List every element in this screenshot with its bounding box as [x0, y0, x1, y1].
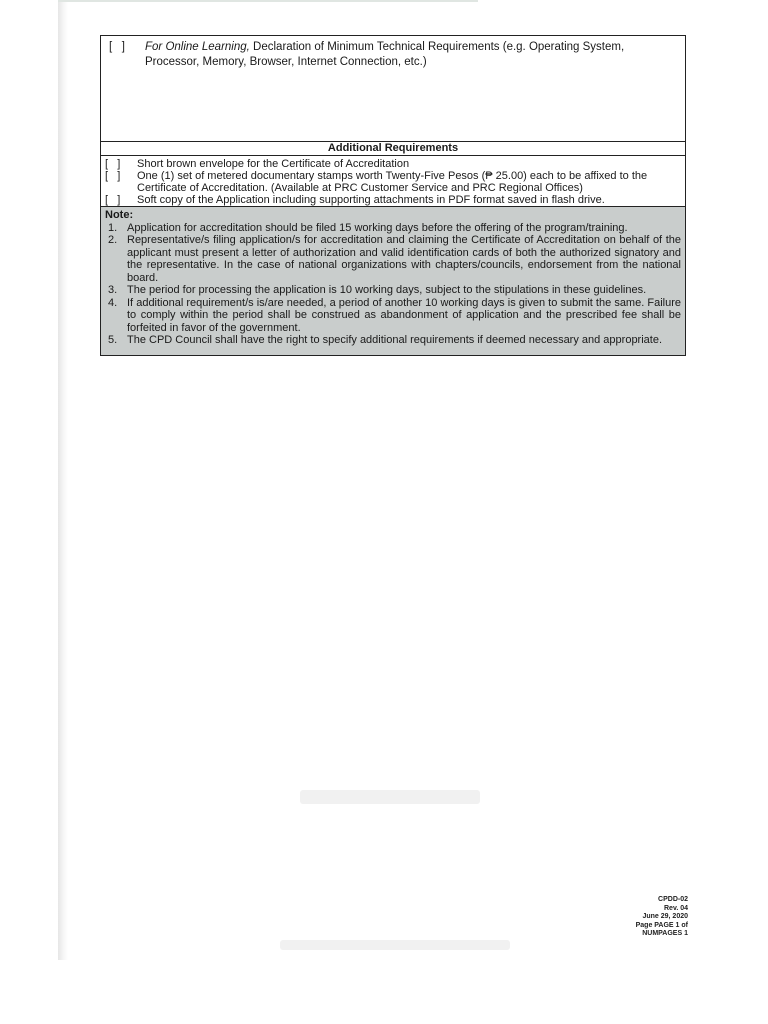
note-number: 4. — [108, 296, 118, 309]
checkbox[interactable]: [ ] — [105, 170, 121, 182]
note-item — [105, 284, 681, 297]
checkbox[interactable]: [ ] — [109, 41, 125, 53]
checkbox[interactable]: [ ] — [105, 158, 121, 170]
note-number: 5. — [108, 334, 118, 346]
total-pages: NUMPAGES 1 — [642, 930, 688, 937]
list-item — [105, 158, 677, 170]
note-number: 2. — [108, 234, 118, 246]
revision: Rev. 04 — [664, 904, 688, 912]
note-text: The period for processing the application is 10 working days, subject to the stipulations in these guidelines. — [127, 284, 647, 296]
requirements-table — [100, 35, 686, 356]
requirement-text: Short brown envelope for the Certificate of Accreditation — [137, 158, 410, 170]
online-learning-label: For Online Learning, — [145, 41, 250, 53]
additional-requirements-list — [101, 156, 685, 206]
note-text: If additional requirement/s is/are needed, a period of another 10 working days is given to submit the same. Failure to comply within the period shall be construed as abandonment of application and the prescribed fee shall be forfeited in favor of the government. — [127, 296, 681, 334]
revision-date: June 29, 2020 — [642, 913, 688, 920]
list-item — [105, 194, 677, 206]
note-title: Note: — [105, 209, 134, 221]
additional-requirements-title: Additional Requirements — [101, 142, 685, 156]
requirement-text: One (1) set of metered documentary stamps worth Twenty-Five Pesos (₱ 25.00) each to be affixed to the Certificate of Accreditation. (Available at PRC Customer Service and PRC Regional Offices) — [137, 170, 648, 194]
online-learning-row — [101, 36, 685, 142]
note-text: Representative/s filing application/s for accreditation and claiming the Certificate of Accreditation on behalf of the applicant must present a letter of authorization and valid identification cards of both the authorized signatory and the representative. In the case of national organizations with chapters/councils, endorsement from the national board. — [127, 234, 681, 284]
scan-smudge — [300, 790, 480, 804]
note-number: 1. — [108, 221, 118, 234]
list-item — [105, 170, 677, 194]
requirement-text: Soft copy of the Application including supporting attachments in PDF format saved in flash drive. — [137, 194, 605, 206]
note-text: Application for accreditation should be filed 15 working days before the offering of the program/training. — [127, 221, 628, 234]
page-number: Page PAGE 1 of — [635, 921, 688, 929]
document-footer — [636, 896, 688, 939]
online-learning-description: Declaration of Minimum Technical Requirements (e.g. Operating System, Processor, Memory, Browser, Internet Connection, etc.) — [145, 41, 625, 68]
form-code: CPDD-02 — [658, 896, 688, 903]
note-item — [105, 334, 681, 347]
scan-smudge — [280, 940, 510, 950]
note-box — [101, 206, 685, 355]
checkbox[interactable]: [ ] — [105, 194, 121, 206]
scan-edge-top — [58, 0, 478, 2]
note-number: 3. — [108, 284, 118, 296]
note-text: The CPD Council shall have the right to specify additional requirements if deemed necessary and appropriate. — [127, 334, 663, 346]
online-learning-text — [145, 40, 677, 141]
scan-edge — [58, 0, 68, 960]
note-item — [105, 222, 681, 235]
note-item — [105, 297, 681, 335]
note-item — [105, 234, 681, 284]
